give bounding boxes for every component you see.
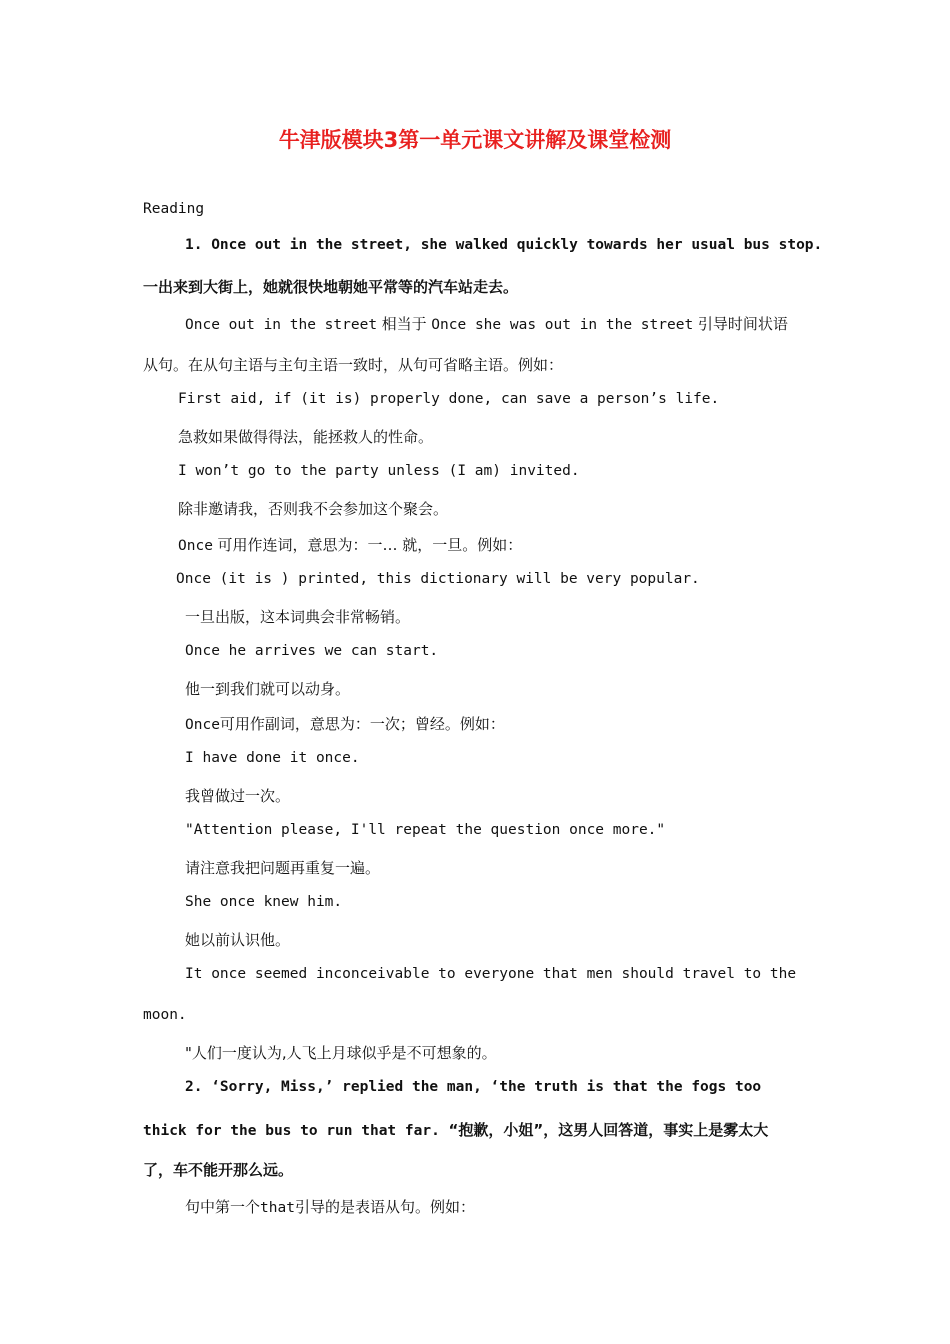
item-2-sentence-line-1: 2. ‘Sorry, Miss,’ replied the man, ‘the truth is that the fogs too xyxy=(185,1079,762,1095)
example-8-english-line-2: moon. xyxy=(143,1007,187,1023)
example-4-english: Once he arrives we can start. xyxy=(185,643,439,659)
item-2-explanation xyxy=(185,1196,475,1217)
translation-start: “抱歉，小姐”，这男人回答道，事实上是雾太大 xyxy=(448,1121,769,1139)
sentence-end: thick for the bus to run that far. xyxy=(143,1123,449,1139)
item-1-explanation-line-1 xyxy=(185,313,788,334)
example-3-english: Once (it is ) printed, this dictionary will be very popular. xyxy=(176,571,700,587)
explanation-text: 句中第一个 xyxy=(185,1198,261,1216)
keyword: that xyxy=(260,1200,295,1216)
explanation-clause: Once she was out in the street xyxy=(431,317,694,333)
example-1-english: First aid, if (it is) properly done, can save a person’s life. xyxy=(178,391,720,407)
example-1-chinese: 急救如果做得得法，能拯救人的性命。 xyxy=(178,428,434,446)
conjunction-usage-note xyxy=(178,534,522,555)
item-2-translation-end: 了，车不能开那么远。 xyxy=(143,1161,294,1179)
example-7-chinese: 她以前认识他。 xyxy=(185,931,291,949)
example-2-chinese: 除非邀请我，否则我不会参加这个聚会。 xyxy=(178,500,449,518)
usage-text: 可用作连词，意思为：一… 就，一旦。例如： xyxy=(217,536,523,554)
adverb-usage-note xyxy=(185,713,505,734)
explanation-text: 引导时间状语 xyxy=(697,315,788,333)
item-1-sentence: 1. Once out in the street, she walked quickly towards her usual bus stop. xyxy=(185,237,823,253)
document-title: 牛津版模块3第一单元课文讲解及课堂检测 xyxy=(278,128,672,152)
explanation-text: 引导的是表语从句。例如： xyxy=(294,1198,475,1216)
explanation-phrase: Once out in the street xyxy=(185,317,378,333)
example-6-chinese: 请注意我把问题再重复一遍。 xyxy=(185,859,381,877)
example-5-english: I have done it once. xyxy=(185,750,360,766)
keyword: Once xyxy=(178,538,213,554)
keyword: Once xyxy=(185,717,220,733)
item-2-sentence-line-2 xyxy=(143,1119,768,1140)
example-6-english: "Attention please, I'll repeat the question once more." xyxy=(185,822,666,838)
example-3-chinese: 一旦出版，这本词典会非常畅销。 xyxy=(185,608,411,626)
example-8-chinese: "人们一度认为,人飞上月球似乎是不可想象的。 xyxy=(185,1044,497,1062)
example-7-english: She once knew him. xyxy=(185,894,343,910)
item-1-translation: 一出来到大街上，她就很快地朝她平常等的汽车站走去。 xyxy=(143,278,519,296)
example-2-english: I won’t go to the party unless (I am) invited. xyxy=(178,463,580,479)
section-heading: Reading xyxy=(143,201,205,217)
example-8-english-line-1: It once seemed inconceivable to everyone that men should travel to the xyxy=(185,966,797,982)
explanation-text: 相当于 xyxy=(381,315,427,333)
example-4-chinese: 他一到我们就可以动身。 xyxy=(185,680,351,698)
example-5-chinese: 我曾做过一次。 xyxy=(185,787,291,805)
item-1-explanation-line-2: 从句。在从句主语与主句主语一致时，从句可省略主语。例如： xyxy=(143,356,564,374)
usage-text: 可用作副词，意思为：一次；曾经。例如： xyxy=(219,715,505,733)
